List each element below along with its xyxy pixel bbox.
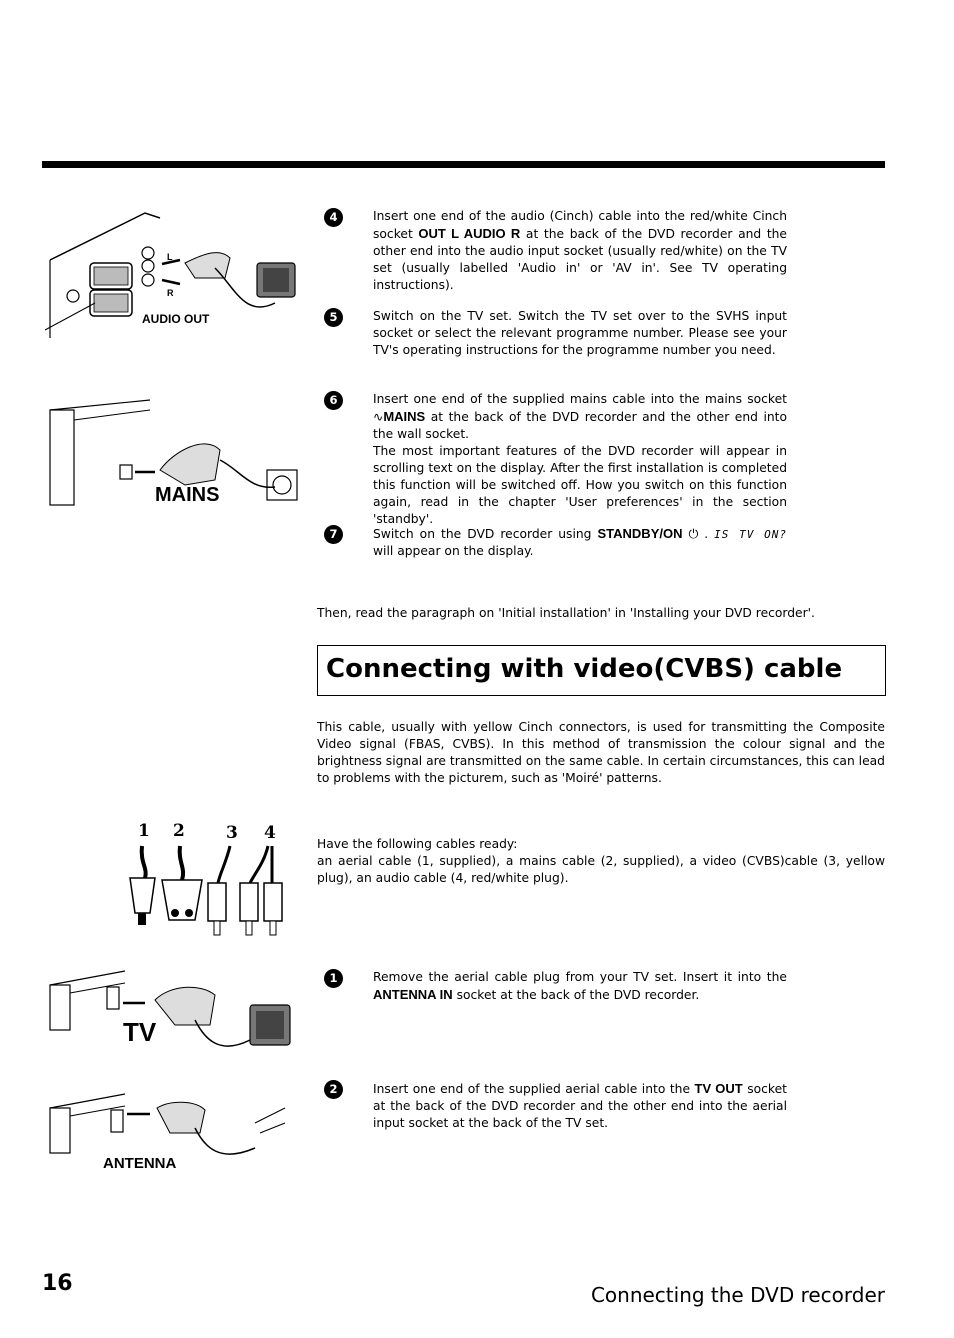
cables-heading: Have the following cables ready:	[317, 837, 518, 851]
step-6-text	[373, 391, 787, 528]
step-6-socket-label: MAINS	[383, 409, 426, 424]
display-text: IS TV ON?	[714, 528, 787, 541]
step-2-text-after: socket at the back of the DVD recorder and the other end into the aerial input socket at the back of the TV set.	[373, 1082, 788, 1130]
step-7-button-label: STANDBY/ON	[597, 526, 683, 541]
step-1-number: 1	[324, 969, 343, 988]
cables-ready-paragraph	[317, 836, 885, 887]
step-1-socket-label: ANTENNA IN	[373, 987, 453, 1002]
audio-out-illustration	[45, 208, 305, 340]
step-7-number: 7	[324, 525, 343, 544]
tv-illustration	[45, 965, 295, 1060]
step-1-text-before: Remove the aerial cable plug from your TV set. Insert it into the	[373, 970, 787, 984]
audio-out-label: AUDIO OUT	[142, 312, 210, 326]
mains-symbol-icon: ∿	[373, 410, 384, 424]
step-2-number: 2	[324, 1080, 343, 1099]
step-5-number: 5	[324, 308, 343, 327]
step-6-text-before: Insert one end of the supplied mains cable into the mains socket	[373, 392, 787, 406]
section-title: Connecting with video(CVBS) cable	[326, 654, 843, 684]
power-icon: ⏻	[688, 527, 699, 541]
step-4-number: 4	[324, 208, 343, 227]
step-7-text: Switch on the DVD recorder using STANDBY/ON ⏻ . IS TV ON? will appear on the display.	[373, 526, 787, 558]
section-heading-box	[317, 645, 886, 696]
step-1-text-after: socket at the back of the DVD recorder.	[452, 988, 700, 1002]
cable-number-1: 1	[138, 821, 150, 841]
step-1-text	[373, 969, 787, 1004]
cables-list: an aerial cable (1, supplied), a mains cable (2, supplied), a video (CVBS)cable (3, yellow plug), an audio cable (4, red/white plug).	[317, 854, 885, 885]
step-4-text-after: at the back of the DVD recorder and the other end into the audio input socket (usually red/white) on the TV set (usually labelled 'Audio in' or 'AV in'. See TV operating instructions).	[373, 227, 788, 292]
then-read-paragraph: Then, read the paragraph on 'Initial installation' in 'Installing your DVD recorder'.	[317, 606, 815, 620]
step-5-text: Switch on the TV set. Switch the TV set over to the SVHS input socket or select the relevant programme number. Please see your TV's operating instructions for the programme number you need.	[373, 309, 787, 357]
footer-chapter-title: Connecting the DVD recorder	[590, 1283, 885, 1307]
antenna-label: ANTENNA	[103, 1155, 177, 1172]
cable-number-4: 4	[264, 823, 276, 843]
step-2-socket-label: TV OUT	[694, 1081, 743, 1096]
cable-number-3: 3	[226, 823, 238, 843]
audio-l-label: L	[167, 252, 173, 262]
section-intro: This cable, usually with yellow Cinch connectors, is used for transmitting the Composite Video signal (FBAS, CVBS). In this method of transmission the colour signal and the brightness signal are transmitted on the same cable. In certain circumstances, this can lead to problems with the picturem, such as 'Moiré' patterns.	[317, 720, 885, 785]
step-2-text-before: Insert one end of the supplied aerial cable into the	[373, 1082, 695, 1096]
cable-number-2: 2	[173, 821, 185, 841]
tv-label: TV	[123, 1017, 157, 1047]
step-6-number: 6	[324, 391, 343, 410]
page-number: 16	[42, 1271, 73, 1296]
step-7-text-before: Switch on the DVD recorder using	[373, 527, 598, 541]
audio-r-label: R	[167, 288, 174, 298]
step-4-socket-label: OUT L AUDIO R	[418, 226, 521, 241]
antenna-illustration	[45, 1088, 295, 1178]
cables-illustration	[120, 818, 290, 943]
step-2-text	[373, 1080, 787, 1132]
header-rule	[42, 161, 885, 168]
step-6-text-after: at the back of the DVD recorder and the other end into the wall socket.	[373, 410, 787, 441]
step-4-text-before: Insert one end of the audio (Cinch) cable into the red/white Cinch socket	[373, 209, 787, 241]
step-7-text-after: will appear on the display.	[373, 544, 534, 558]
step-6-text-2: The most important features of the DVD recorder will appear in scrolling text on the display. After the first installation is completed this function will be switched off. How you switch on this function again, read in the chapter 'User preferences' in the section 'standby'.	[373, 444, 787, 526]
mains-label: MAINS	[155, 484, 220, 506]
step-4-text	[373, 208, 787, 294]
mains-illustration	[45, 395, 300, 510]
